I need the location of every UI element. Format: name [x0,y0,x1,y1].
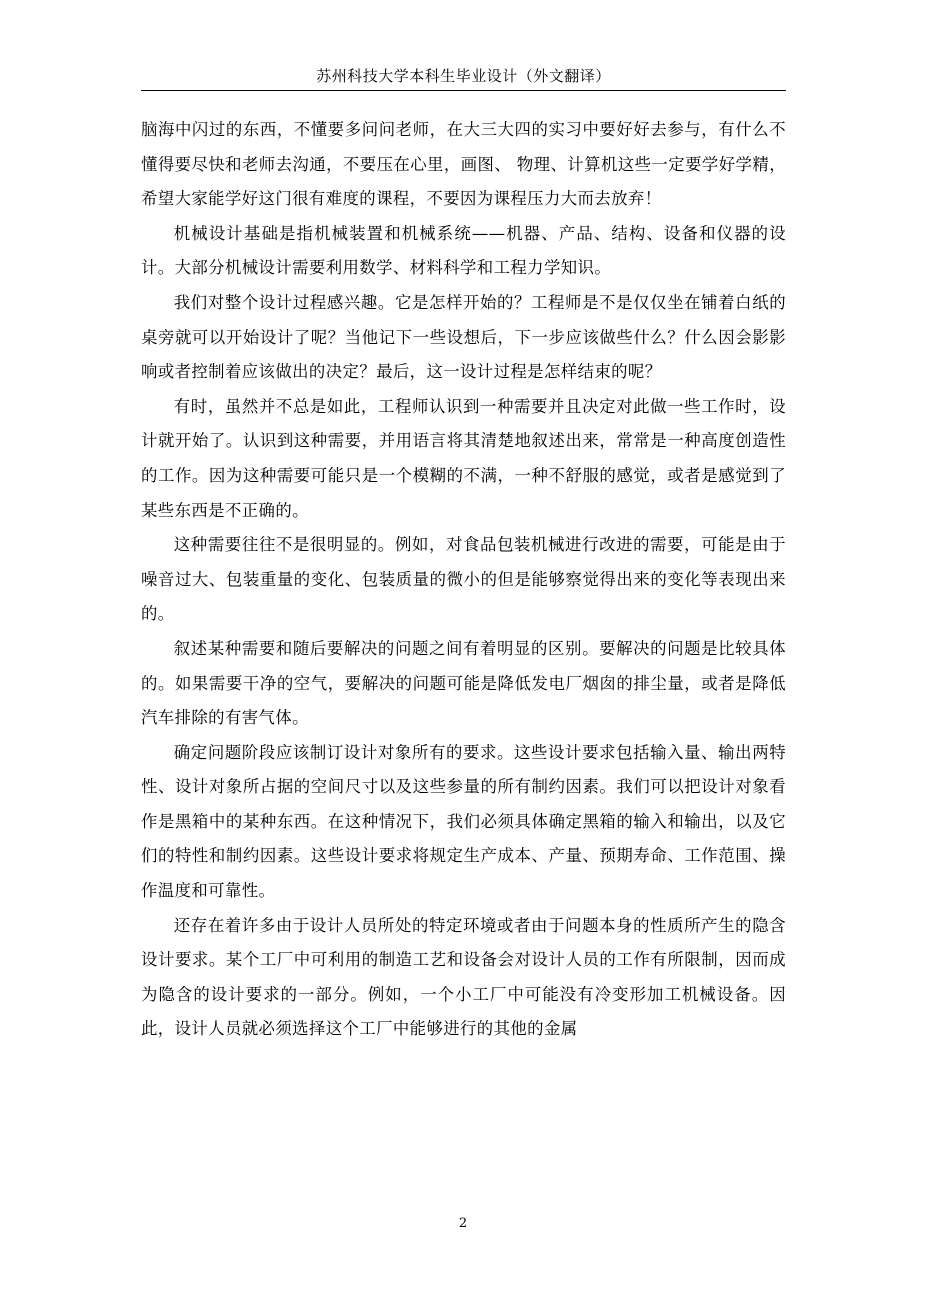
body-text [141,113,786,1047]
paragraph: 这种需要往往不是很明显的。例如，对食品包装机械进行改进的需要，可能是由于噪音过大、包装重量的变化、包装质量的微小的但是能够察觉得出来的变化等表现出来的。 [141,535,786,624]
page-header: 苏州科技大学本科生毕业设计（外文翻译） [141,64,786,91]
paragraph: 叙述某种需要和随后要解决的问题之间有着明显的区别。要解决的问题是比较具体的。如果需要干净的空气，要解决的问题可能是降低发电厂烟囱的排尘量，或者是降低汽车排除的有害气体。 [141,638,786,728]
paragraph: 还存在着许多由于设计人员所处的特定环境或者由于问题本身的性质所产生的隐含设计要求。某个工厂中可利用的制造工艺和设备会对设计人员的工作有所限制，因而成为隐含的设计要求的一部分。例如，一个小工厂中可能没有冷变形加工机械设备。因此，设计人员就必须选择这个工厂中能够进行的其他的金属 [141,915,786,1039]
paragraph: 机械设计基础是指机械装置和机械系统——机器、产品、结构、设备和仪器的设计。大部分机械设计需要利用数学、材料科学和工程力学知识。 [141,223,786,278]
paragraph: 有时，虽然并不总是如此，工程师认识到一种需要并且决定对此做一些工作时，设计就开始了。认识到这种需要，并用语言将其清楚地叙述出来，常常是一种高度创造性的工作。因为这种需要可能只是一个模糊的不满，一种不舒服的感觉，或者是感觉到了某些东西是不正确的。 [141,396,786,520]
paragraph: 我们对整个设计过程感兴趣。它是怎样开始的？工程师是不是仅仅坐在铺着白纸的桌旁就可以开始设计了呢？当他记下一些设想后，下一步应该做些什么？什么因会影影响或者控制着应该做出的决定？最后，这一设计过程是怎样结束的呢？ [141,292,786,382]
page-number: 2 [458,1216,468,1231]
paragraph: 确定问题阶段应该制订设计对象所有的要求。这些设计要求包括输入量、输出两特性、设计对象所占据的空间尺寸以及这些参量的所有制约因素。我们可以把设计对象看作是黑箱中的某种东西。在这种情况下，我们必须具体确定黑箱的输入和输出，以及它们的特性和制约因素。这些设计要求将规定生产成本、产量、预期寿命、工作范围、操作温度和可靠性。 [141,742,786,901]
paragraph-continuation: 脑海中闪过的东西，不懂要多问问老师，在大三大四的实习中要好好去参与，有什么不懂得要尽快和老师去沟通，不要压在心里，画图、 物理、计算机这些一定要学好学精，希望大家能学好这门很有难度的课程，不要因为课程压力大而去放弃！ [141,120,786,209]
